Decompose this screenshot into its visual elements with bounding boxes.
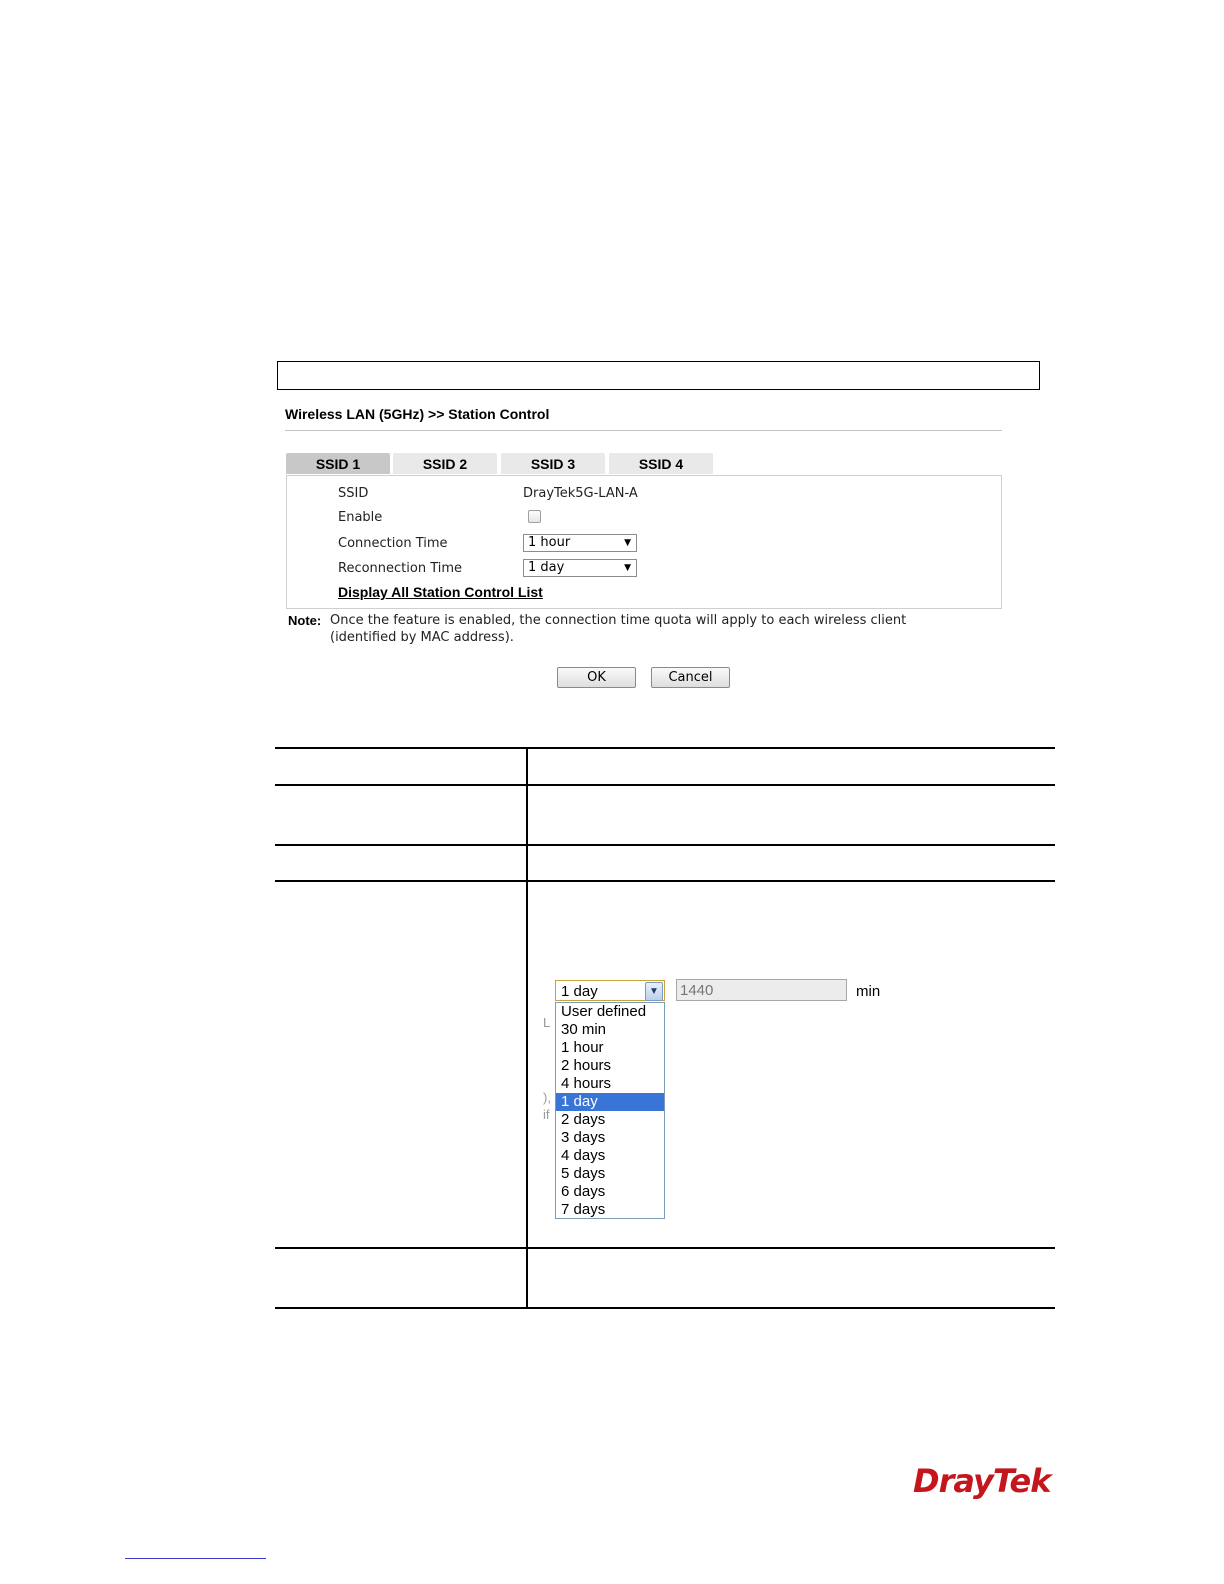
dropdown-arrow-icon: ▼ [624,563,631,573]
tab-ssid-3[interactable]: SSID 3 [501,453,605,474]
draytek-logo: DrayTek [913,1462,1051,1500]
page-title: Wireless LAN (5GHz) >> Station Control [285,406,550,422]
enable-checkbox[interactable] [528,510,541,523]
duration-selected-value: 1 day [561,983,598,1000]
minutes-input[interactable]: 1440 [676,979,847,1001]
note-label: Note: [288,613,322,628]
table-row-rule [275,1247,1055,1249]
footer-link-underline [125,1558,266,1559]
reconnection-time-select[interactable] [523,559,637,577]
table-column-divider [526,748,528,1308]
table-bottom-rule [275,1307,1055,1309]
connection-time-value: 1 hour [528,535,571,550]
option-item[interactable]: 2 days [561,1111,606,1128]
duration-options-list [555,1002,665,1219]
option-item[interactable]: 4 days [561,1147,606,1164]
duration-select[interactable] [555,980,665,1001]
option-item[interactable]: 6 days [561,1183,606,1200]
option-item[interactable]: 1 hour [561,1039,604,1056]
ok-button[interactable]: OK [557,667,636,688]
note-text: Once the feature is enabled, the connection time quota will apply to each wireless client (identified by MAC address). [330,613,907,645]
tab-ssid-1[interactable]: SSID 1 [286,453,390,474]
dropdown-arrow-icon: ▼ [624,538,631,548]
option-item[interactable]: 3 days [561,1129,606,1146]
option-item[interactable]: 2 hours [561,1057,612,1074]
option-item-highlighted[interactable]: 1 day [556,1093,664,1111]
chevron-down-icon[interactable]: ▼ [645,982,663,1001]
ssid-value: DrayTek5G-LAN-A [523,486,638,501]
option-item[interactable]: 4 hours [561,1075,612,1092]
reconnection-time-value: 1 day [528,560,565,575]
cancel-button[interactable]: Cancel [651,667,730,688]
connection-time-label: Connection Time [338,536,448,551]
display-station-list-link[interactable]: Display All Station Control List [338,584,543,600]
table-top-rule [275,747,1055,749]
option-item[interactable]: User defined [561,1003,647,1020]
option-item[interactable]: 5 days [561,1165,606,1182]
table-row-rule [275,784,1055,786]
enable-label: Enable [338,510,383,525]
tab-ssid-4[interactable]: SSID 4 [609,453,713,474]
background-fragment: ), [543,1090,551,1105]
option-item[interactable]: 7 days [561,1201,606,1218]
header-box [277,361,1040,390]
table-row-rule [275,844,1055,846]
background-fragment: L [543,1015,551,1030]
title-divider [285,430,1002,431]
minutes-unit: min [856,983,881,1000]
ssid-label: SSID [338,486,369,501]
tab-ssid-2[interactable]: SSID 2 [393,453,497,474]
connection-time-select[interactable] [523,534,637,552]
background-fragment: if [543,1107,550,1122]
reconnection-time-label: Reconnection Time [338,561,463,576]
option-item[interactable]: 30 min [561,1021,607,1038]
table-row-rule [275,880,1055,882]
